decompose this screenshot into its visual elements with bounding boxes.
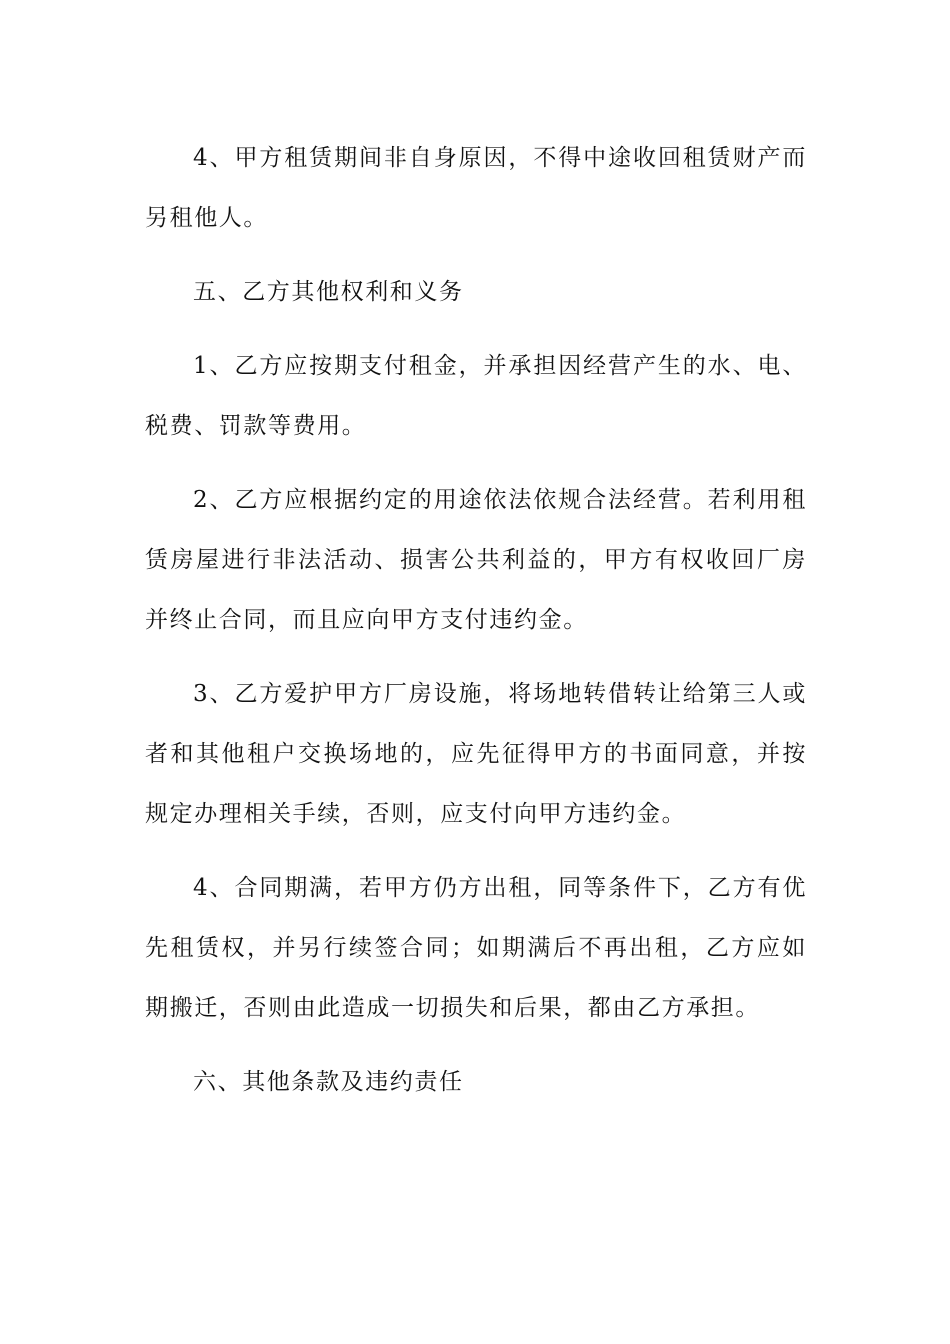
clause-4-lessor: 4、甲方租赁期间非自身原因，不得中途收回租赁财产而另租他人。 (145, 145, 807, 231)
paragraph-gap (145, 322, 807, 336)
paragraph-gap (145, 650, 807, 664)
document-body (145, 128, 807, 1112)
section-heading-5: 五、乙方其他权利和义务 (193, 279, 464, 305)
paragraph-gap (145, 248, 807, 262)
section-heading-6: 六、其他条款及违约责任 (193, 1069, 464, 1095)
clause-1-rent: 1、乙方应按期支付租金，并承担因经营产生的水、电、税费、罚款等费用。 (145, 353, 807, 439)
paragraph-gap (145, 844, 807, 858)
clause-2-lawful-use: 2、乙方应根据约定的用途依法依规合法经营。若利用租赁房屋进行非法活动、损害公共利益的，甲方有权收回厂房并终止合同，而且应向甲方支付违约金。 (145, 487, 807, 633)
clause-4-renewal: 4、合同期满，若甲方仍方出租，同等条件下，乙方有优先租赁权，并另行续签合同；如期满后不再出租，乙方应如期搬迁，否则由此造成一切损失和后果，都由乙方承担。 (145, 875, 807, 1021)
paragraph-gap (145, 456, 807, 470)
paragraph-gap (145, 1038, 807, 1052)
clause-3-facilities: 3、乙方爱护甲方厂房设施，将场地转借转让给第三人或者和其他租户交换场地的，应先征得甲方的书面同意，并按规定办理相关手续，否则，应支付向甲方违约金。 (145, 681, 807, 827)
